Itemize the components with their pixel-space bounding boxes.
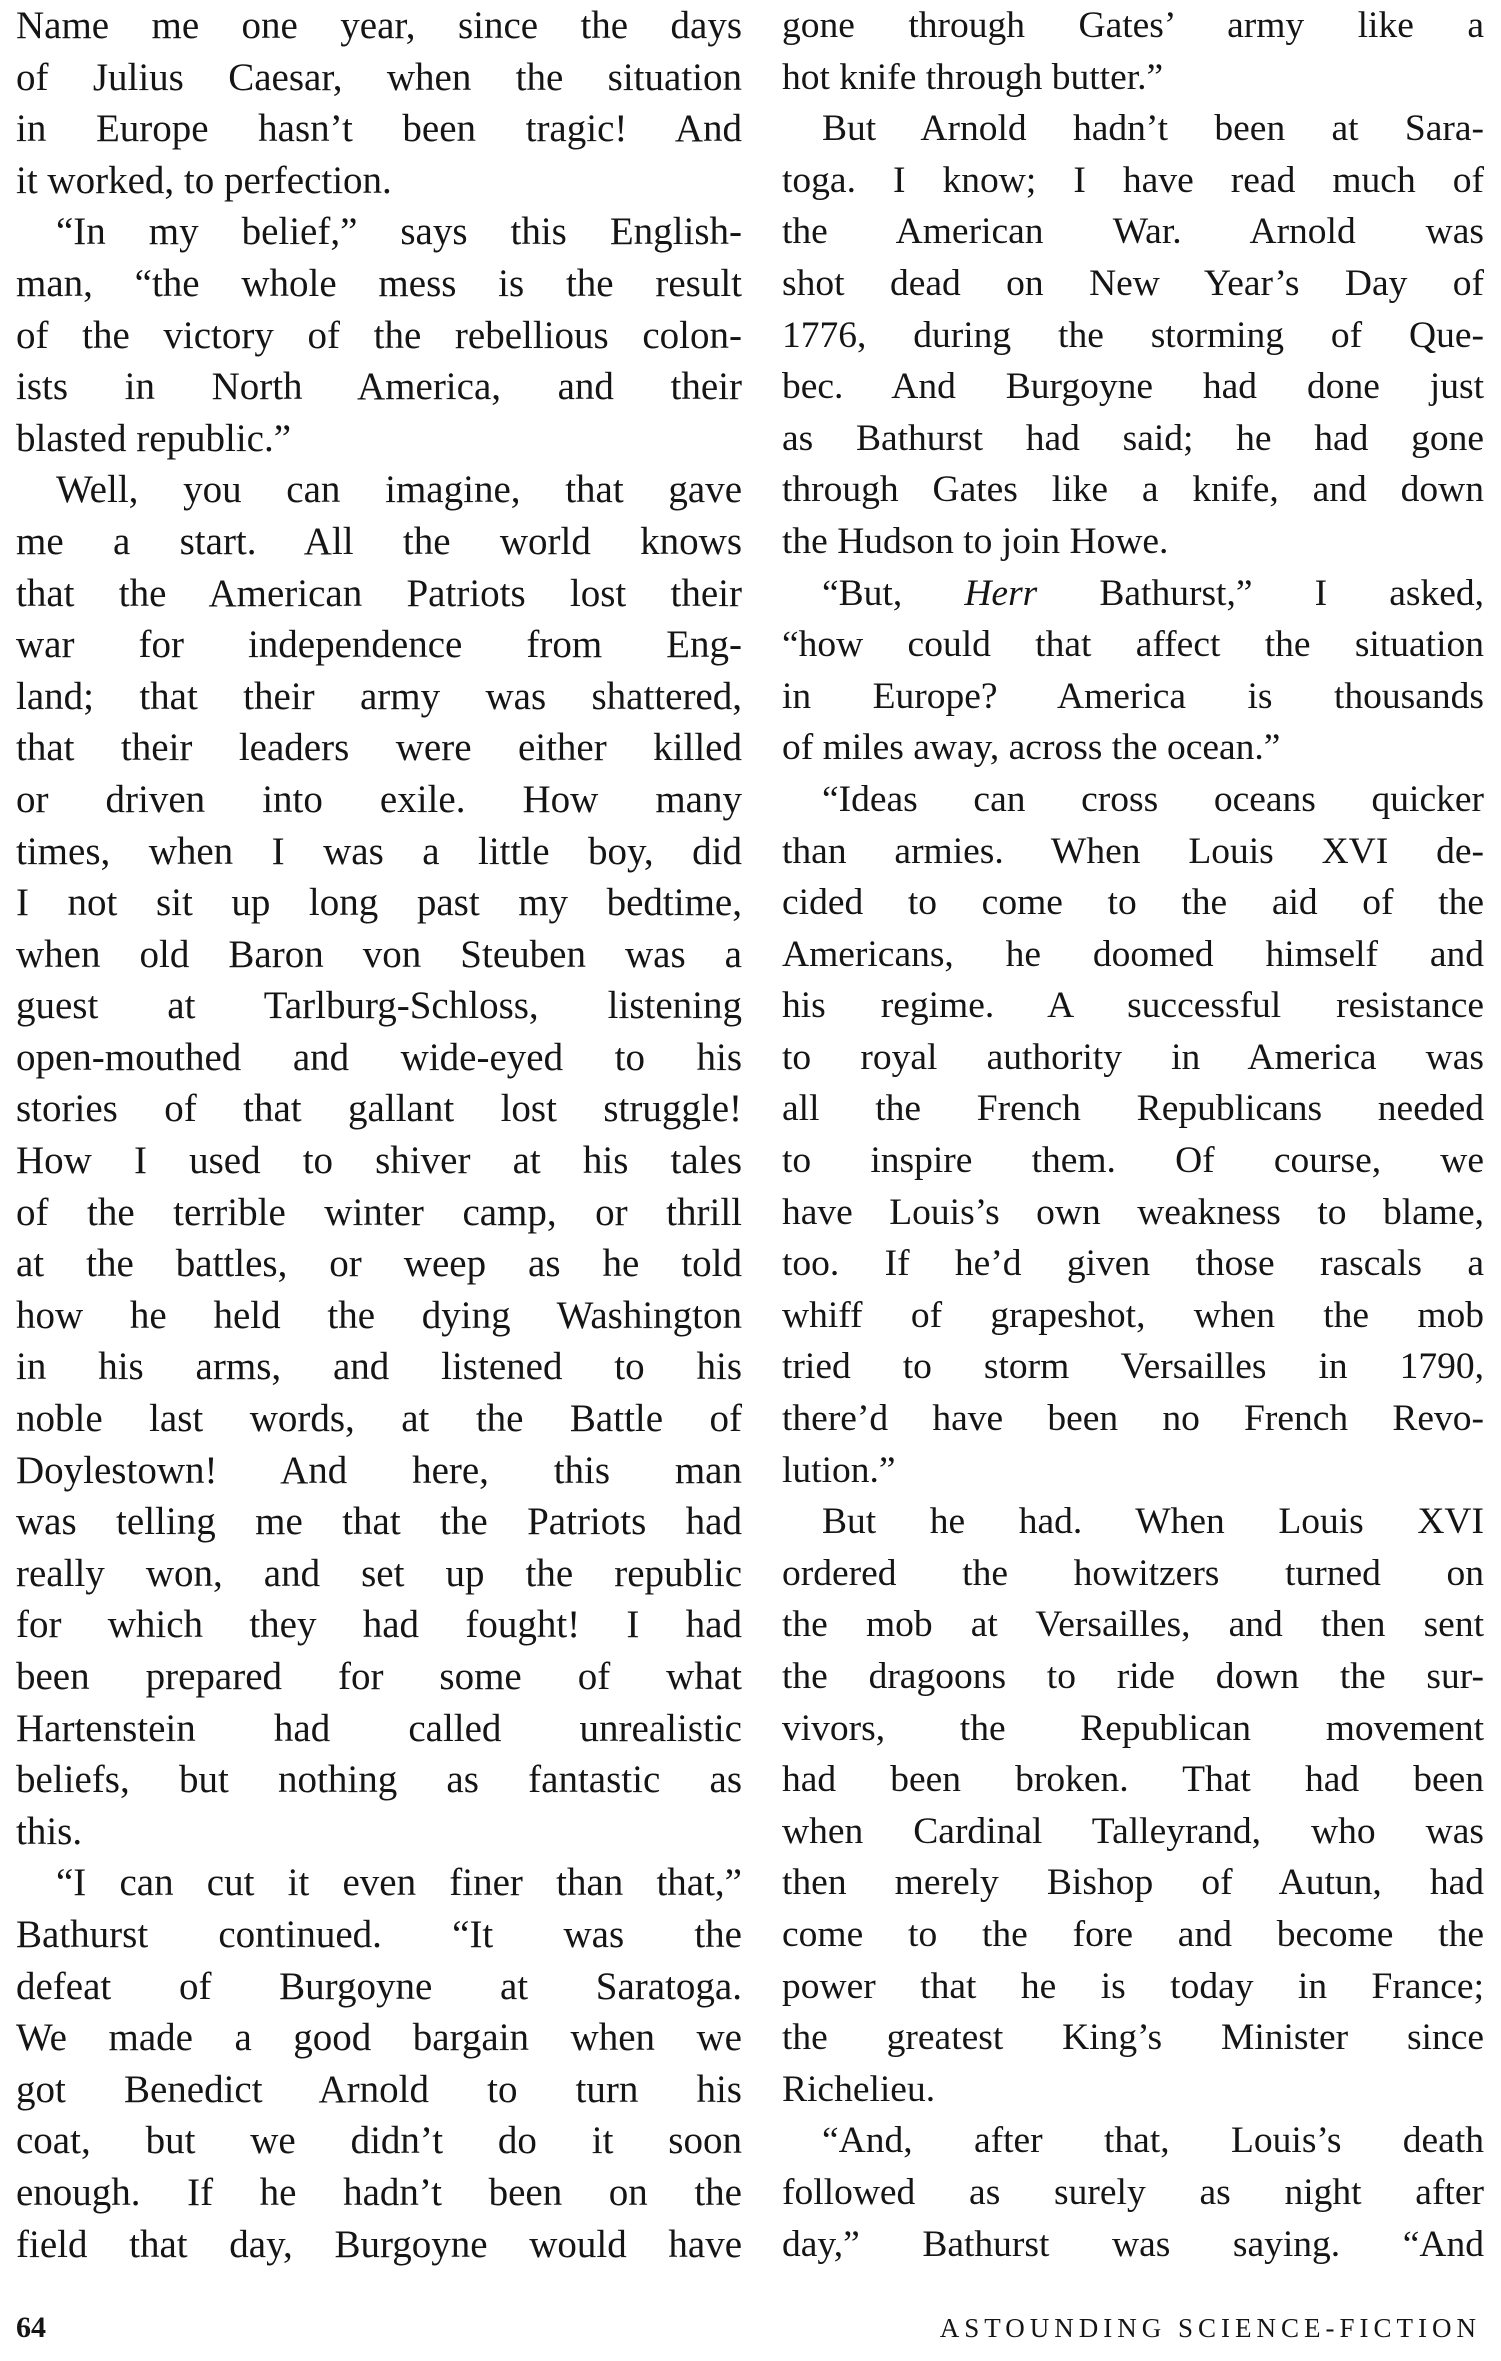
text-line: to inspire them. Of course, we <box>782 1140 1484 1182</box>
text-line: followed as surely as night after <box>782 2171 1484 2213</box>
text-line: vivors, the Republican movement <box>782 1707 1484 1749</box>
text-line: when Cardinal Talleyrand, who was <box>782 1810 1484 1852</box>
text-line: field that day, Burgoyne would have <box>16 2222 742 2266</box>
text-line: whiff of grapeshot, when the mob <box>782 1294 1484 1336</box>
text-line: or driven into exile. How many <box>16 777 742 821</box>
text-line: the Hudson to join Howe. <box>782 520 1169 562</box>
text-line: But Arnold hadn’t been at Sara- <box>822 108 1484 150</box>
text-line: this. <box>16 1809 83 1853</box>
text-line: “But, Herr Bathurst,” I asked, <box>822 572 1485 614</box>
text-line: Americans, he doomed himself and <box>782 933 1484 975</box>
text-line: “how could that affect the situation <box>782 624 1484 666</box>
text-line: to royal authority in America was <box>782 1036 1484 1078</box>
text-line: hot knife through butter.” <box>782 56 1164 98</box>
text-line: We made a good bargain when we <box>16 2016 742 2060</box>
text-line: too. If he’d given those rascals a <box>782 1243 1484 1285</box>
left-text-column <box>16 0 742 2270</box>
text-line: “I can cut it even finer than that,” <box>56 1861 742 1905</box>
page-number: 64 <box>16 2311 46 2344</box>
text-line: shot dead on New Year’s Day of <box>782 262 1484 304</box>
text-line: it worked, to perfection. <box>16 158 392 202</box>
text-line: man, “the whole mess is the result <box>16 261 742 305</box>
text-line: the American War. Arnold was <box>782 211 1484 253</box>
text-line: gone through Gates’ army like a <box>782 5 1484 46</box>
text-line: Richelieu. <box>782 2068 936 2110</box>
text-line: for which they had fought! I had <box>16 1603 742 1647</box>
text-line: was telling me that the Patriots had <box>16 1500 742 1544</box>
text-line: But he had. When Louis XVI <box>822 1501 1484 1543</box>
text-line: in his arms, and listened to his <box>16 1345 742 1389</box>
text-line: cided to come to the aid of the <box>782 882 1484 924</box>
text-line: me a start. All the world knows <box>16 519 742 563</box>
text-line: come to the fore and become the <box>782 1913 1484 1955</box>
emphasis: Herr <box>964 572 1038 614</box>
text-line: “In my belief,” says this English- <box>56 210 742 254</box>
text-line: Hartenstein had called unrealistic <box>16 1706 742 1750</box>
text-line: coat, but we didn’t do it soon <box>16 2119 742 2163</box>
text-line: his regime. A successful resistance <box>782 985 1484 1027</box>
text-line: lution.” <box>782 1449 896 1491</box>
text-line: have Louis’s own weakness to blame, <box>782 1191 1484 1233</box>
text-line: Well, you can imagine, that gave <box>56 468 742 512</box>
text-line: ordered the howitzers turned on <box>782 1552 1484 1594</box>
text-line: Bathurst continued. “It was the <box>16 1912 742 1956</box>
text-line: war for independence from Eng- <box>16 623 742 667</box>
right-text-column <box>782 0 1484 2270</box>
text-line: all the French Republicans needed <box>782 1088 1484 1130</box>
text-line: the dragoons to ride down the sur- <box>782 1656 1484 1697</box>
text-line: open-mouthed and wide-eyed to his <box>16 1035 742 1079</box>
text-line: of the victory of the rebellious colon- <box>16 313 742 357</box>
text-line: that the American Patriots lost their <box>16 571 742 615</box>
text-line: in Europe? America is thousands <box>782 675 1484 717</box>
text-line: as Bathurst had said; he had gone <box>782 417 1484 459</box>
text-line: I not sit up long past my bedtime, <box>16 881 742 925</box>
text-line: got Benedict Arnold to turn his <box>16 2067 742 2111</box>
text-line: when old Baron von Steuben was a <box>16 932 742 976</box>
text-line: at the battles, or weep as he told <box>16 1242 742 1286</box>
text-line: of Julius Caesar, when the situation <box>16 55 742 99</box>
text-line: blasted republic.” <box>16 416 292 460</box>
running-head: ASTOUNDING SCIENCE-FICTION <box>939 2313 1481 2343</box>
text-line: 1776, during the storming of Que- <box>782 314 1484 356</box>
text-line: day,” Bathurst was saying. “And <box>782 2223 1484 2265</box>
text-line: bec. And Burgoyne had done just <box>782 366 1484 408</box>
text-line: had been broken. That had been <box>782 1759 1484 1801</box>
text-line: How I used to shiver at his tales <box>16 1139 742 1183</box>
text-line: defeat of Burgoyne at Saratoga. <box>16 1964 742 2008</box>
text-line: enough. If he hadn’t been on the <box>16 2170 742 2214</box>
text-line: been prepared for some of what <box>16 1655 742 1698</box>
text-line: times, when I was a little boy, did <box>16 829 742 873</box>
text-line: of miles away, across the ocean.” <box>782 727 1281 769</box>
text-line: how he held the dying Washington <box>16 1293 742 1337</box>
text-line: Doylestown! And here, this man <box>16 1448 742 1492</box>
text-line: the mob at Versailles, and then sent <box>782 1604 1484 1646</box>
text-line: “And, after that, Louis’s death <box>822 2120 1484 2162</box>
text-line: than armies. When Louis XVI de- <box>782 830 1484 872</box>
text-line: ists in North America, and their <box>16 365 742 409</box>
text-line: toga. I know; I have read much of <box>782 159 1484 201</box>
text-line: “Ideas can cross oceans quicker <box>822 778 1484 820</box>
text-line: tried to storm Versailles in 1790, <box>782 1346 1484 1388</box>
text-line: that their leaders were either killed <box>16 726 742 770</box>
text-line: noble last words, at the Battle of <box>16 1397 742 1441</box>
text-line: Name me one year, since the days <box>16 4 742 47</box>
page-footer <box>0 2306 1501 2350</box>
text-line: guest at Tarlburg-Schloss, listening <box>16 984 742 1028</box>
text-line: there’d have been no French Revo- <box>782 1398 1484 1440</box>
text-line: stories of that gallant lost struggle! <box>16 1087 742 1131</box>
text-line: really won, and set up the republic <box>16 1551 742 1595</box>
text-line: of the terrible winter camp, or thrill <box>16 1190 742 1234</box>
text-line: power that he is today in France; <box>782 1965 1484 2007</box>
text-line: through Gates like a knife, and down <box>782 469 1484 511</box>
text-line: in Europe hasn’t been tragic! And <box>16 107 742 151</box>
text-line: then merely Bishop of Autun, had <box>782 1862 1484 1904</box>
text-line: land; that their army was shattered, <box>16 674 742 718</box>
text-line: beliefs, but nothing as fantastic as <box>16 1758 742 1802</box>
text-line: the greatest King’s Minister since <box>782 2017 1484 2059</box>
